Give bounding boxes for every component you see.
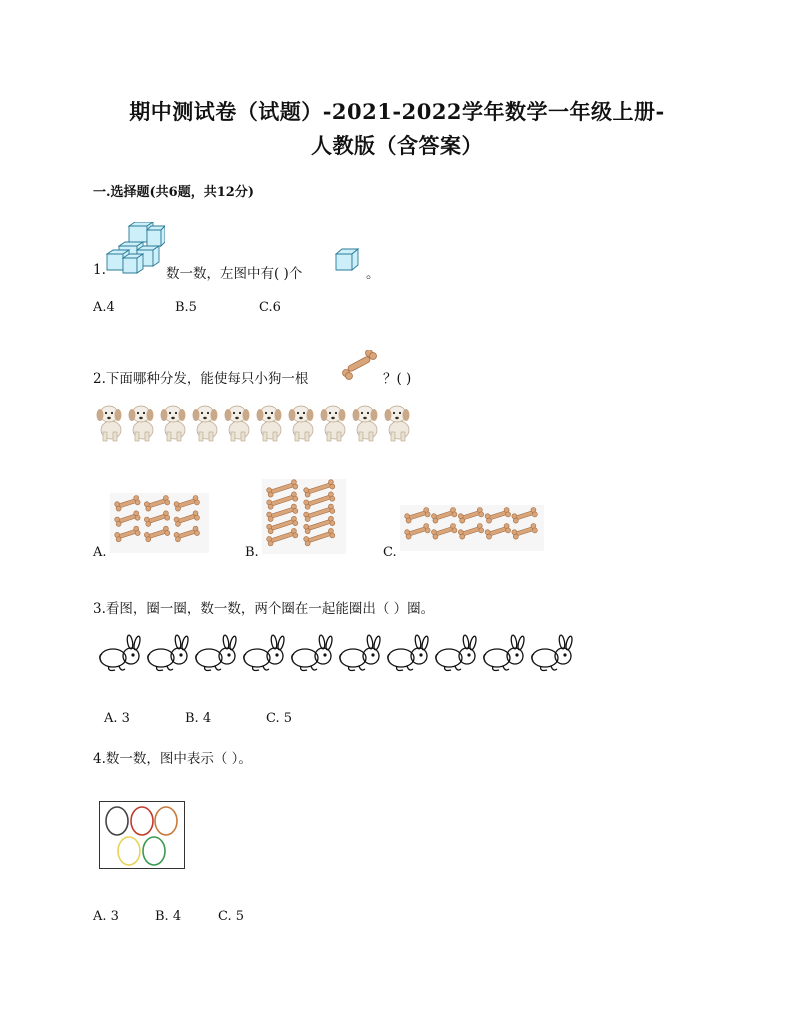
- single-cube-icon: [334, 248, 360, 272]
- bone-icon: [114, 526, 141, 543]
- dog-icon: [127, 402, 156, 442]
- q4-option-b: B. 4: [155, 909, 182, 924]
- q1-end: 。: [366, 266, 380, 282]
- rabbit-icon: [529, 634, 577, 674]
- dog-icon: [191, 402, 220, 442]
- dog-icon: [95, 402, 124, 442]
- page-title-line1: 期中测试卷（试题）-2021-2022学年数学一年级上册-: [129, 99, 665, 124]
- bones-group-c-image: [400, 505, 544, 551]
- q1-option-b: B.5: [175, 300, 197, 315]
- bone-icon: [114, 510, 141, 527]
- q2-option-a: A.: [93, 545, 107, 560]
- bone-icon: [484, 507, 511, 524]
- bone-icon: [144, 526, 171, 543]
- rabbit-icon: [433, 634, 481, 674]
- section-heading: 一.选择题(共6题，共12分): [93, 185, 254, 200]
- bone-icon: [484, 523, 511, 540]
- bone-icon: [144, 495, 171, 512]
- rabbit-icon: [193, 634, 241, 674]
- page-title-line2: 人教版（含答案）: [311, 133, 483, 158]
- bones-group-b: [262, 479, 346, 554]
- q3-option-b: B. 4: [185, 711, 212, 726]
- rabbit-icon: [385, 634, 433, 674]
- rabbit-icon: [241, 634, 289, 674]
- rabbit-icon: [289, 634, 337, 674]
- q3-option-a: A. 3: [104, 711, 130, 726]
- rabbit-icon: [337, 634, 385, 674]
- rabbit-icon: [97, 634, 145, 674]
- q3-text: 3.看图，圈一圈，数一数，两个圈在一起能圈出（ ）圈。: [93, 601, 435, 617]
- bone-icon: [340, 350, 378, 380]
- bone-icon: [173, 495, 200, 512]
- dog-icon: [287, 402, 316, 442]
- bone-icon: [458, 507, 485, 524]
- dog-icon: [351, 402, 380, 442]
- bone-icon: [458, 523, 485, 540]
- dog-icon: [159, 402, 188, 442]
- rabbit-icon: [145, 634, 193, 674]
- dog-icon: [383, 402, 412, 442]
- bone-icon: [404, 523, 431, 540]
- dog-icon: [255, 402, 284, 442]
- bone-icon: [114, 495, 141, 512]
- q1-option-c: C.6: [259, 300, 281, 315]
- q2-option-c: C.: [383, 545, 397, 560]
- bone-icon: [144, 510, 171, 527]
- q4-option-a: A. 3: [93, 909, 119, 924]
- bone-icon: [511, 507, 538, 524]
- rings-image: [99, 801, 185, 869]
- bone-icon: [431, 523, 458, 540]
- dog-icon: [223, 402, 252, 442]
- dog-row: [95, 402, 412, 442]
- q2-text: 2.下面哪种分发，能使每只小狗一根: [93, 371, 309, 387]
- bone-icon: [173, 526, 200, 543]
- q2-option-b: B.: [245, 545, 259, 560]
- q1-option-a: A.4: [93, 300, 115, 315]
- rabbit-icon: [481, 634, 529, 674]
- dog-icon: [319, 402, 348, 442]
- bones-group-c: [400, 505, 544, 551]
- bone-icon: [511, 523, 538, 540]
- bone-icon: [404, 507, 431, 524]
- q4-option-c: C. 5: [218, 909, 245, 924]
- q1-text: 数一数，左图中有( )个: [166, 266, 303, 282]
- q3-option-c: C. 5: [266, 711, 293, 726]
- bone-icon: [173, 510, 200, 527]
- bone-icon: [431, 507, 458, 524]
- bones-group-a-image: [110, 493, 209, 553]
- rabbit-row: [97, 634, 577, 674]
- q4-text: 4.数一数，图中表示（ ）。: [93, 751, 252, 767]
- q2-end: ？( ): [383, 371, 412, 387]
- bones-group-b-image: [262, 479, 346, 554]
- q1-number: 1.: [93, 262, 106, 278]
- cube-stack-image: [103, 222, 165, 274]
- bones-group-a: [110, 493, 209, 553]
